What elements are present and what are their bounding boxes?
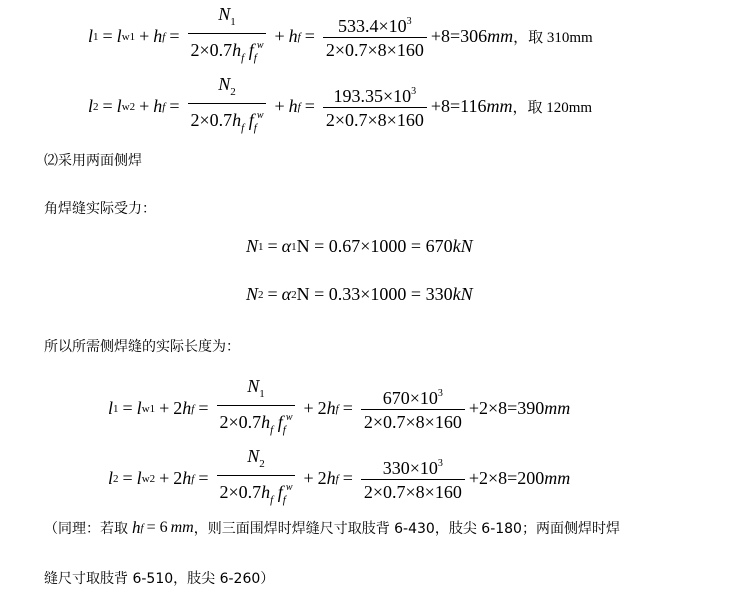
force-title: 角焊缝实际受力： <box>44 201 156 217</box>
formula-l2-two-side: l 2 = l w2 + 2 h f = $\frac{N_2}{2\times 0.7h_f f_f^w}$ + 2 h f = $\frac{330\times 10^3}{2\times 0.7\times 8\times 160}$ +2×8=200 mm <box>108 446 570 511</box>
n1-equation: N 1 = α 1 N = 0.67×1000 = 670 kN <box>246 236 473 256</box>
note-line-1: （同理：若取 h f = 6 mm ，则三面围焊时焊缝尺寸取肢背 6-430，肢尖 6-180；两面侧焊时焊 <box>44 518 620 537</box>
note-line-2: 缝尺寸取肢背 6-510，肢尖 6-260） <box>44 571 275 587</box>
formula-l1-two-side: l 1 = l w1 + 2 h f = $\frac{N_1}{2\times 0.7h_f f_f^w}$ + 2 h f = $\frac{670\times 10^3}{2\times 0.7\times 8\times 160}$ +2×8=390 mm <box>108 376 570 441</box>
length-title: 所以所需侧焊缝的实际长度为： <box>44 339 240 355</box>
formula-l1-three-side: l 1 = l w1 + h f = $\frac{N_1}{2\times 0.7h_f f_f^w}$ + h f = $\frac{533.4\times 10^3}{2\times 0.7\times 8\times 160}$ +8=306 mm ，取 310mm <box>88 4 593 69</box>
section-heading: ⑵采用两面侧焊 <box>44 153 142 169</box>
n2-equation: N 2 = α 2 N = 0.33×1000 = 330 kN <box>246 284 473 304</box>
formula-l2-three-side: l 2 = l w2 + h f = $\frac{N_2}{2\times 0.7h_f f_f^w}$ + h f = $\frac{193.35\times 10^3}{2\times 0.7\times 8\times 160}$ +8=116 mm ，取 120mm <box>88 74 592 139</box>
